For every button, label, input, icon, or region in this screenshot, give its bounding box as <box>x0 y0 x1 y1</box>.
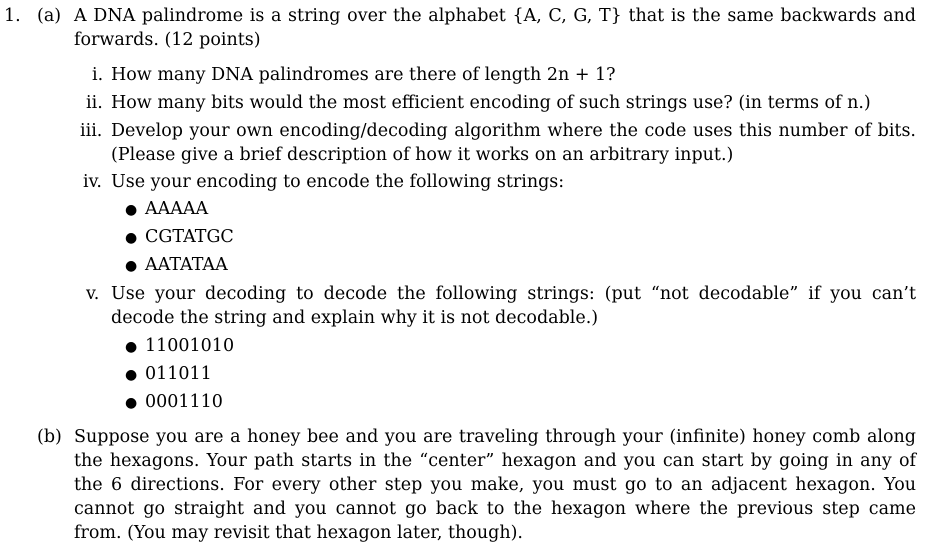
question-iv-text: Use your encoding to encode the following strings: <box>111 172 565 192</box>
question-iii-text: Develop your own encoding/decoding algorithm where the code uses this number of bits. (Please give a brief description of how it works on an arbitrary input.) <box>111 121 916 165</box>
question-ii-text: How many bits would the most efficient encoding of such strings use? (in terms of n.) <box>111 93 871 113</box>
question-iv-label: iv. <box>83 172 102 192</box>
part-b-text: Suppose you are a honey bee and you are traveling through your (infinite) honey comb along the hexagons. Your path starts in the “center” hexagon and you can start by going in any of the 6 directions. For every other step you make, you must go to an adjacent hexagon. You cannot go straight and you cannot go back to the hexagon where the previous step came from. (You may revisit that hexagon later, though). <box>74 427 916 543</box>
question-v-label: v. <box>86 284 100 304</box>
question-i-text: How many DNA palindromes are there of length 2n + 1? <box>111 65 616 85</box>
encode-string-2: CGTATGC <box>145 227 234 247</box>
bullet-icon: ● <box>125 339 138 355</box>
encode-string-1: AAAAA <box>145 199 209 219</box>
question-v-text: Use your decoding to decode the following strings: (put “not decodable” if you can’t decode the string and explain why it is not decodable.) <box>111 284 916 328</box>
bullet-icon: ● <box>125 367 138 383</box>
bullet-icon: ● <box>125 202 138 218</box>
decode-string-3: 0001110 <box>145 392 223 412</box>
encode-string-3: AATATAA <box>145 255 228 275</box>
decode-string-1: 11001010 <box>145 336 235 356</box>
question-ii-label: ii. <box>86 93 103 113</box>
decode-string-2: 011011 <box>145 364 212 384</box>
bullet-icon: ● <box>125 230 138 246</box>
part-a-intro: A DNA palindrome is a string over the alphabet {A, C, G, T} that is the same backwards and forwards. (12 points) <box>74 6 916 50</box>
problem-number: 1. <box>4 6 21 26</box>
part-b-label: (b) <box>37 427 62 447</box>
question-i-label: i. <box>92 65 104 85</box>
bullet-icon: ● <box>125 258 138 274</box>
part-a-label: (a) <box>37 6 62 26</box>
question-iii-label: iii. <box>80 121 103 141</box>
bullet-icon: ● <box>125 395 138 411</box>
